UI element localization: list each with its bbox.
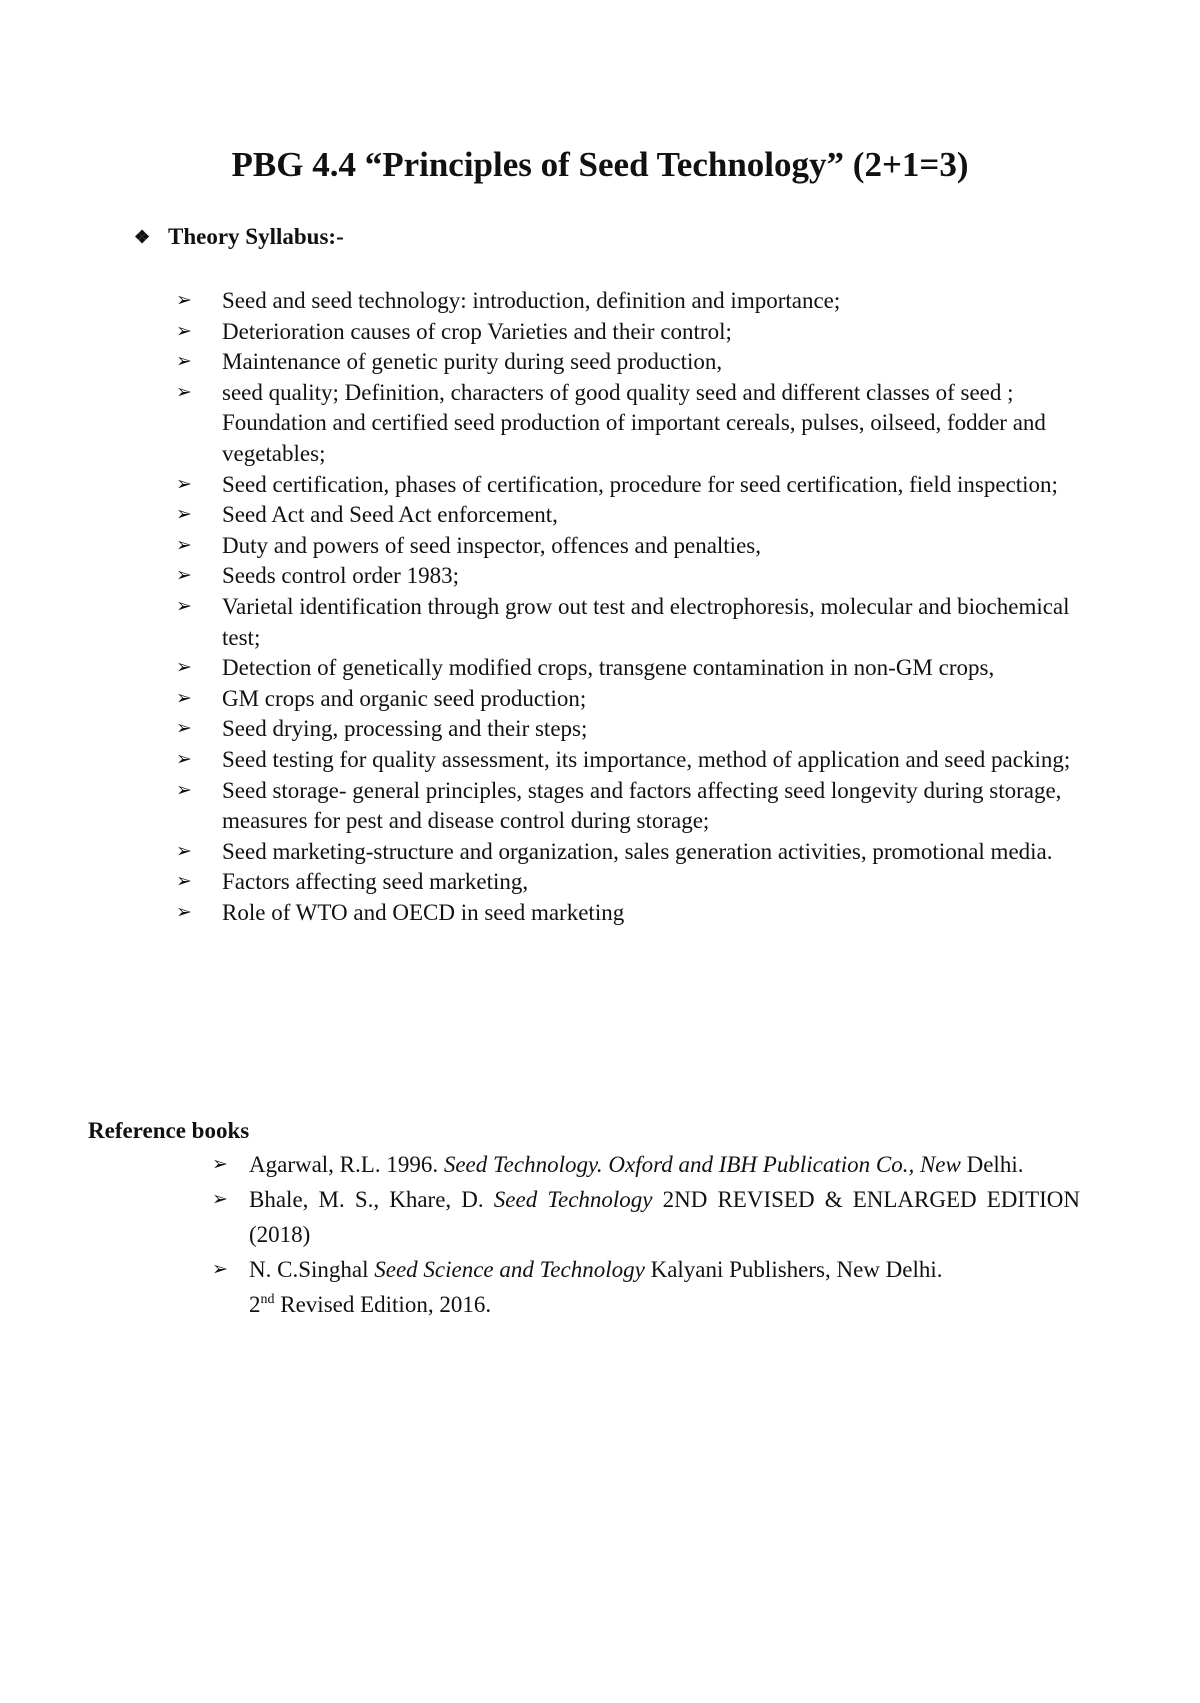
list-item-text: Seed Act and Seed Act enforcement, — [222, 502, 558, 528]
arrow-bullet-icon: ➢ — [176, 595, 192, 617]
arrow-bullet-icon: ➢ — [176, 718, 192, 740]
edition-text: Revised Edition, 2016. — [274, 1292, 492, 1317]
list-item-text: Seed drying, processing and their steps; — [222, 716, 588, 742]
list-item-text: GM crops and organic seed production; — [222, 685, 587, 711]
reference-item — [212, 1252, 1080, 1322]
reference-publisher: Delhi. — [960, 1152, 1024, 1177]
arrow-bullet-icon: ➢ — [212, 1259, 228, 1280]
list-item-text: Varietal identification through grow out test and electrophoresis, molecular and biochemical test; — [222, 593, 1070, 650]
reference-text — [249, 1182, 1080, 1252]
reference-title: Seed Science and Technology — [374, 1257, 645, 1282]
reference-text — [249, 1252, 1080, 1322]
list-item-text: Seed marketing-structure and organization, sales generation activities, promotional media. — [222, 838, 1053, 864]
list-item — [176, 684, 1096, 715]
list-item-text: Duty and powers of seed inspector, offences and penalties, — [222, 532, 761, 558]
list-item — [176, 837, 1096, 868]
list-item-text: Factors affecting seed marketing, — [222, 869, 529, 895]
reference-author: Bhale, M. S., Khare, D. — [249, 1187, 494, 1212]
arrow-bullet-icon: ➢ — [212, 1154, 228, 1175]
arrow-bullet-icon: ➢ — [176, 657, 192, 679]
diamond-four-point-icon: ❖ — [134, 227, 151, 247]
list-item-text: Deterioration causes of crop Varieties and their control; — [222, 318, 732, 344]
list-item — [176, 898, 1096, 929]
arrow-bullet-icon: ➢ — [176, 381, 192, 403]
reference-text — [249, 1147, 1080, 1182]
list-item — [176, 561, 1096, 592]
list-item — [176, 378, 1096, 470]
list-item — [176, 470, 1096, 501]
arrow-bullet-icon: ➢ — [176, 473, 192, 495]
reference-books-list — [212, 1147, 1080, 1322]
arrow-bullet-icon: ➢ — [176, 779, 192, 801]
theory-syllabus-heading — [134, 222, 344, 252]
edition-number: 2 — [249, 1292, 261, 1317]
list-item — [176, 653, 1096, 684]
list-item — [176, 867, 1096, 898]
reference-books-heading: Reference books — [88, 1118, 250, 1143]
theory-heading-label: Theory Syllabus:- — [168, 224, 344, 249]
reference-item — [212, 1147, 1080, 1182]
list-item — [176, 745, 1096, 776]
arrow-bullet-icon: ➢ — [212, 1189, 228, 1210]
arrow-bullet-icon: ➢ — [176, 351, 192, 373]
arrow-bullet-icon: ➢ — [176, 534, 192, 556]
document-title: PBG 4.4 “Principles of Seed Technology” (2+1=3) — [231, 145, 969, 184]
list-item — [176, 776, 1096, 837]
reference-title: Seed Technology — [493, 1187, 653, 1212]
arrow-bullet-icon: ➢ — [176, 320, 192, 342]
list-item-text: seed quality; Definition, characters of good quality seed and different classes of seed ; Foundation and certified seed production of important cereals, pulses, oilseed, fodder and vegetables; — [222, 379, 1046, 466]
arrow-bullet-icon: ➢ — [176, 565, 192, 587]
arrow-bullet-icon: ➢ — [176, 871, 192, 893]
list-item-text: Seeds control order 1983; — [222, 563, 459, 589]
arrow-bullet-icon: ➢ — [176, 748, 192, 770]
list-item — [176, 317, 1096, 348]
arrow-bullet-icon: ➢ — [176, 901, 192, 923]
list-item-text: Detection of genetically modified crops, transgene contamination in non-GM crops, — [222, 655, 995, 681]
list-item-text: Maintenance of genetic purity during seed production, — [222, 349, 723, 375]
arrow-bullet-icon: ➢ — [176, 840, 192, 862]
reference-author: Agarwal, R.L. 1996. — [249, 1152, 444, 1177]
list-item-text: Role of WTO and OECD in seed marketing — [222, 899, 625, 925]
reference-publisher: 2ND REVISED & ENLARGED EDITION (2018) — [249, 1187, 1080, 1247]
list-item — [176, 347, 1096, 378]
edition-ordinal: nd — [260, 1292, 275, 1307]
theory-syllabus-list — [176, 286, 1096, 928]
list-item — [176, 531, 1096, 562]
reference-author: N. C.Singhal — [249, 1257, 375, 1282]
list-item-text: Seed storage- general principles, stages and factors affecting seed longevity during storage, measures for pest and disease control during storage; — [222, 777, 1062, 834]
reference-title: Seed Technology. Oxford and IBH Publication Co., New — [443, 1152, 961, 1177]
arrow-bullet-icon: ➢ — [176, 504, 192, 526]
list-item — [176, 592, 1096, 653]
arrow-bullet-icon: ➢ — [176, 290, 192, 311]
reference-item — [212, 1182, 1080, 1252]
list-item-text: Seed and seed technology: introduction, definition and importance; — [222, 288, 841, 313]
list-item — [176, 500, 1096, 531]
list-item — [176, 714, 1096, 745]
list-item — [176, 286, 1096, 317]
list-item-text: Seed testing for quality assessment, its importance, method of application and seed packing; — [222, 746, 1071, 772]
reference-edition — [249, 1287, 1080, 1322]
arrow-bullet-icon: ➢ — [176, 687, 192, 709]
reference-publisher: Kalyani Publishers, New Delhi. — [644, 1257, 943, 1282]
list-item-text: Seed certification, phases of certification, procedure for seed certification, field inspection; — [222, 471, 1058, 497]
